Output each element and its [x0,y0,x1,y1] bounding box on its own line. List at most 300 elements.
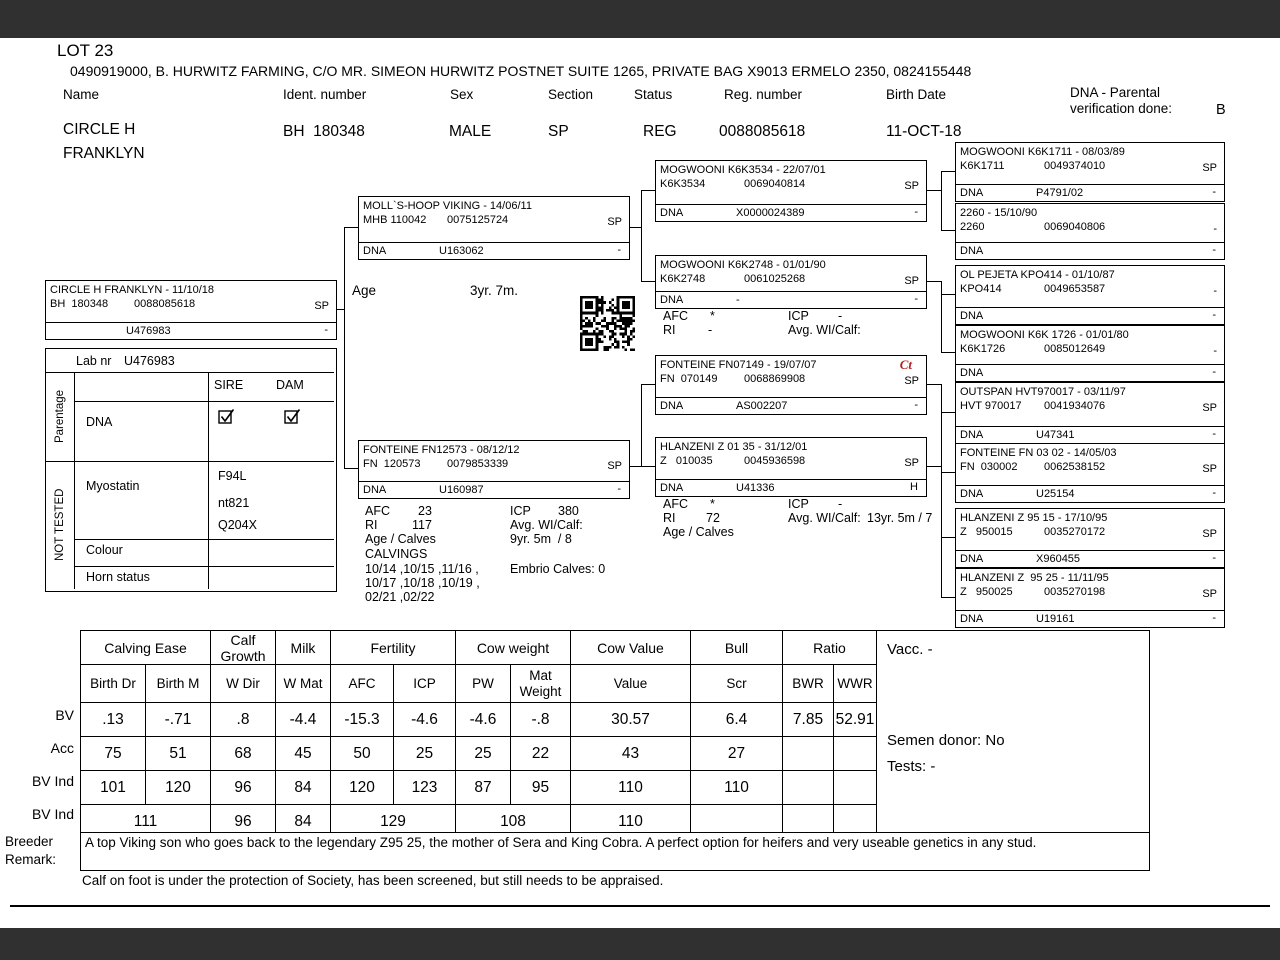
animal-name: FONTEINE FN07149 - 19/07/07 [660,359,817,371]
lab-grid-line [46,372,334,373]
dam-column-header: DAM [276,378,304,392]
ebv-group-header-row [81,631,877,665]
ebv-cell [834,737,877,771]
animal-reg: 0069040806 [1044,221,1106,233]
breeder-contact-line: 0490919000, B. HURWITZ FARMING, C/O MR. SIMEON HURWITZ POSTNET SUITE 1265, PRIVATE BAG X9013 ERMELO 2350, 0824155448 [70,63,972,79]
sex-label: Sex [450,87,474,102]
dash: - [1212,244,1216,256]
pedigree-box-ggp-7 [955,508,1225,568]
ebv-cell: .8 [211,703,276,737]
ebv-cell: 96 [211,771,276,805]
ebv-cell: 22 [511,737,571,771]
parentage-vertical-label: Parentage [54,389,66,444]
ebv-cell: 110 [571,771,691,805]
dna-label: DNA [363,484,387,496]
section-flag: SP [904,275,919,287]
section-flag: SP [904,375,919,387]
myostatin-value: F94L [218,469,247,483]
animal-reg: 0049374010 [1044,160,1106,172]
dna-row [956,485,1224,502]
animal-id: Z 950015 [960,526,1013,538]
ebv-cell: 30.57 [571,703,691,737]
pedigree-box-ggp-5 [955,382,1225,444]
animal-id: Z 950025 [960,586,1013,598]
pedigree-connector [941,412,955,413]
ebv-col-header: BWR [783,665,834,703]
icp-value: 380 [558,504,579,518]
icp-value: - [838,309,843,323]
section-flag: SP [1202,588,1217,600]
ebv-cell: 123 [394,771,456,805]
dna-verification-label: DNA - Parental verification done: [1070,85,1173,116]
dna-row [656,397,926,414]
ebv-col-header: Value [571,665,691,703]
calvings-label: CALVINGS [365,547,428,561]
section-flag: SP [314,300,329,312]
animal-reg: 0035270172 [1044,526,1106,538]
dash: - [1212,612,1216,624]
ebv-cell: 45 [276,737,331,771]
dna-dam-checkbox [284,407,302,430]
ri-value: 72 [706,511,720,525]
ebv-col-header: Birth M [146,665,211,703]
ri-label: RI [663,323,676,337]
ebv-cell: 25 [456,737,511,771]
afc-value: * [710,497,715,511]
dna-row [956,307,1224,324]
dna-row [956,242,1224,259]
dash: - [1212,366,1216,378]
pedigree-connector [641,190,642,282]
dash: - [617,244,621,256]
animal-reg: 0035270198 [1044,586,1106,598]
dash: - [914,293,918,305]
name-label: Name [63,87,100,102]
pedigree-connector [941,294,955,295]
pedigree-connector [941,466,942,597]
dash: - [1212,186,1216,198]
pedigree-box-sire-sire [655,160,927,222]
animal-name: OL PEJETA KPO414 - 01/10/87 [960,269,1115,281]
ebv-cell: 110 [571,805,691,839]
ebv-cell: -4.6 [456,703,511,737]
vaccination-panel [876,630,1150,834]
top-border-bar [0,0,1280,38]
calvings-line: 10/17 ,10/18 ,10/19 , [365,576,480,590]
ebv-col-header: W Dir [211,665,276,703]
ebv-cell: 84 [276,805,331,839]
dna-label: DNA [960,367,984,379]
pedigree-connector [941,537,955,538]
dna-value: U160987 [439,484,484,496]
pedigree-box-ggp-6 [955,443,1225,503]
ebv-col-header: ICP [394,665,456,703]
section-label: Section [548,87,594,102]
pedigree-connector [941,384,942,472]
dna-row [359,242,629,259]
animal-id: MHB 110042 [363,214,427,226]
ebv-cell: 75 [81,737,146,771]
pedigree-connector [941,352,955,353]
ebv-group-header: Ratio [783,631,877,665]
animal-id: FN 120573 [363,458,421,470]
ebv-cell: .13 [81,703,146,737]
reg-value: 0088085618 [719,123,806,140]
not-tested-vertical-label: NOT TESTED [54,488,66,562]
dna-row-label: DNA [86,415,113,429]
age-label: Age [352,283,377,298]
dna-label: DNA [960,310,984,322]
status-value: REG [643,123,677,140]
dash: - [1212,309,1216,321]
ebv-bv-row [81,703,877,737]
animal-name: MOGWOONI K6K1711 - 08/03/89 [960,146,1125,158]
dna-value: U41336 [736,482,775,494]
pedigree-box-dam [358,440,630,499]
animal-reg: 0069040814 [744,178,806,190]
dna-row [956,364,1224,381]
dna-row [956,550,1224,567]
pedigree-connector [941,230,955,231]
pedigree-connector [925,281,941,282]
section-flag: SP [1202,528,1217,540]
dash: - [1212,552,1216,564]
myostatin-value: nt821 [218,496,250,510]
pedigree-box-animal [45,280,337,340]
dash: - [324,324,328,336]
tests-text: Tests: - [887,758,936,775]
afc-value: 23 [418,504,432,518]
afc-label: AFC [663,497,688,511]
animal-id: Z 010035 [660,455,713,467]
age-value: 3yr. 7m. [470,283,519,298]
pedigree-connector [344,227,345,469]
animal-reg: 0085012649 [1044,343,1106,355]
section-flag: SP [1202,463,1217,475]
ebv-cell: -15.3 [331,703,394,737]
sire-column-header: SIRE [214,378,244,392]
section-flag: SP [904,180,919,192]
pedigree-connector [925,190,941,191]
pedigree-connector [941,171,955,172]
ct-brand-logo: Ct [899,357,912,372]
name-value: CIRCLE H FRANKLYN [63,121,145,162]
dna-verification-value: B [1216,102,1226,118]
myostatin-label: Myostatin [86,479,140,493]
ebv-cell: -4.4 [276,703,331,737]
ebv-group-header: Calving Ease [81,631,211,665]
pedigree-connector [641,190,655,191]
ident-label: Ident. number [283,87,367,102]
ebv-row-label-bvind: BV Ind [31,773,74,789]
animal-name: 2260 - 15/10/90 [960,207,1038,219]
ebv-cell: 129 [331,805,456,839]
dna-value: U47341 [1036,429,1075,441]
pedigree-box-dam-sire [655,355,927,415]
dash: H [910,481,918,493]
breeder-remark-text: A top Viking son who goes back to the legendary Z95 25, the mother of Sera and King Cobra. A perfect option for heifers and very useable genetics in any stud. [85,835,1037,850]
pedigree-connector [925,466,941,467]
pedigree-connector [344,227,358,228]
section-flag: - [1213,285,1217,297]
ebv-group-header: Bull [691,631,783,665]
ebv-cell: 101 [81,771,146,805]
animal-name: CIRCLE H FRANKLYN - 11/10/18 [50,284,215,296]
pedigree-box-ggp-3 [955,265,1225,325]
dna-label: DNA [960,553,984,565]
animal-name: MOLL`S-HOOP VIKING - 14/06/11 [363,200,532,212]
animal-reg: 0045936598 [744,455,806,467]
afc-value: * [710,309,715,323]
ebv-cell [834,771,877,805]
ebv-group-header: Cow weight [456,631,571,665]
ebv-acc-row [81,737,877,771]
dash: - [1212,487,1216,499]
animal-name: OUTSPAN HVT970017 - 03/11/97 [960,386,1126,398]
dash: - [1212,428,1216,440]
myostatin-value: Q204X [218,518,257,532]
dna-row [359,481,629,498]
animal-id: HVT 970017 [960,400,1022,412]
animal-id: KPO414 [960,283,1002,295]
society-footer-note: Calf on foot is under the protection of Society, has been screened, but still needs to be appraised. [82,873,664,888]
animal-name: MOGWOONI K6K 1726 - 01/01/80 [960,329,1129,341]
pedigree-connector [941,281,942,353]
ebv-bvind-row [81,771,877,805]
ebv-cell: -.71 [146,703,211,737]
horn-status-label: Horn status [86,570,150,584]
dna-row [656,479,926,496]
pedigree-connector [641,384,642,467]
animal-reg: 0079853339 [447,458,509,470]
dash: - [914,206,918,218]
ri-label: RI [365,518,378,532]
ebv-group-header: Calf Growth [211,631,276,665]
semen-donor-text: Semen donor: No [887,732,1005,749]
breeder-remark-label: Breeder Remark: [5,834,57,867]
dna-value: - [736,294,740,306]
ebv-cell: 6.4 [691,703,783,737]
animal-reg: 0061025268 [744,273,806,285]
reg-label: Reg. number [724,87,803,102]
bottom-border-bar [0,928,1280,960]
pedigree-box-sire-dam [655,255,927,309]
ebv-col-header: Birth Dr [81,665,146,703]
ebv-cell: 52.91 [834,703,877,737]
animal-name: HLANZENI Z 01 35 - 31/12/01 [660,441,808,453]
dna-label: DNA [960,187,984,199]
dna-label: DNA [960,613,984,625]
sex-value: MALE [449,123,492,140]
ebv-col-header: WWR [834,665,877,703]
ebv-column-header-row [81,665,877,703]
ebv-cell [783,737,834,771]
ebv-cell: 27 [691,737,783,771]
ebv-cell: 51 [146,737,211,771]
dna-row [956,184,1224,201]
dna-label: DNA [960,429,984,441]
dna-row [656,204,926,221]
pedigree-box-dam-dam [655,437,927,497]
pedigree-connector [344,468,358,469]
icp-label: ICP [788,309,809,323]
dna-label: DNA [363,245,387,257]
ebv-group-header: Milk [276,631,331,665]
pedigree-box-ggp-1 [955,142,1225,202]
ebv-cell: 120 [331,771,394,805]
lab-grid-line [74,401,334,402]
lab-nr-value: U476983 [124,354,175,368]
lab-grid-line [74,566,334,567]
ebv-cell: 7.85 [783,703,834,737]
dna-label: DNA [960,488,984,500]
icp-label: ICP [788,497,809,511]
birth-label: Birth Date [886,87,947,102]
ebv-cell [783,771,834,805]
avg-wi-calf-value: 13yr. 5m / 7 [867,511,933,525]
animal-name: HLANZENI Z 95 25 - 11/11/95 [960,572,1109,584]
lab-grid-line [208,372,209,589]
section-flag: SP [1202,402,1217,414]
ebv-group-header: Fertility [331,631,456,665]
ebv-col-header: PW [456,665,511,703]
calvings-line: 10/14 ,10/15 ,11/16 , [365,562,479,576]
ebv-cell: 43 [571,737,691,771]
animal-id: BH 180348 [50,298,109,310]
section-flag: SP [904,457,919,469]
colour-label: Colour [86,543,123,557]
ri-value: 117 [412,518,432,532]
ebv-group-header: Cow Value [571,631,691,665]
pedigree-box-ggp-2 [955,203,1225,260]
pedigree-box-sire [358,196,630,260]
animal-name: FONTEINE FN12573 - 08/12/12 [363,444,520,456]
afc-label: AFC [365,504,390,518]
animal-reg: 0049653587 [1044,283,1106,295]
animal-id: K6K1711 [960,160,1005,172]
afc-label: AFC [663,309,688,323]
pedigree-connector [941,472,955,473]
pedigree-box-ggp-4 [955,325,1225,382]
section-flag: - [1213,345,1217,357]
dna-value: U25154 [1036,488,1075,500]
animal-name: MOGWOONI K6K2748 - 01/01/90 [660,259,826,271]
ebv-cell: -.8 [511,703,571,737]
ebv-cell: 111 [81,805,211,839]
ebv-col-header: AFC [331,665,394,703]
section-flag: SP [607,216,622,228]
avg-wi-calf-label: Avg. WI/Calf: [788,511,861,525]
ebv-col-header: Scr [691,665,783,703]
avg-wi-calf-label: Avg. WI/Calf: [788,323,861,337]
age-calves-label: Age / Calves [365,532,436,546]
ebv-cell: 110 [691,771,783,805]
ebv-col-header: Mat Weight [511,665,571,703]
ebv-cell: 84 [276,771,331,805]
ebv-table [80,630,877,839]
embrio-calves: Embrio Calves: 0 [510,562,606,576]
pedigree-connector [641,384,655,385]
pedigree-connector [641,466,655,467]
ebv-cell: 25 [394,737,456,771]
animal-id: K6K1726 [960,343,1006,355]
ebv-cell: 50 [331,737,394,771]
dash: - [617,483,621,495]
ebv-row-label-bv: BV [55,707,74,723]
icp-value: - [838,497,843,511]
ebv-cell: 87 [456,771,511,805]
lab-nr-label: Lab nr [76,354,112,368]
status-label: Status [634,87,673,102]
dna-value: AS002207 [736,400,788,412]
avg-wi-calf-label: Avg. WI/Calf: [510,518,583,532]
animal-reg: 0075125724 [447,214,509,226]
animal-reg: 0041934076 [1044,400,1106,412]
breeder-remark-box [80,832,1150,871]
ri-value: - [708,323,713,337]
pedigree-connector [941,597,955,598]
animal-reg: 0062538152 [1044,461,1106,473]
bottom-rule [10,905,1270,907]
animal-id: 2260 [960,221,985,233]
qr-code [580,296,635,351]
dna-value: U476983 [126,325,171,337]
dna-label: DNA [660,207,684,219]
lot-number: LOT 23 [57,41,114,60]
birth-value: 11-OCT-18 [886,123,962,140]
ebv-cell: 68 [211,737,276,771]
icp-label: ICP [510,504,531,518]
dna-label: DNA [660,482,684,494]
animal-name: MOGWOONI K6K3534 - 22/07/01 [660,164,826,176]
ebv-cell: 95 [511,771,571,805]
section-flag: SP [607,460,622,472]
dna-value: X960455 [1036,553,1081,565]
ebv-cell: -4.6 [394,703,456,737]
vacc-text: Vacc. - [887,641,933,658]
ident-value: BH 180348 [283,123,365,140]
dna-value: U19161 [1036,613,1075,625]
animal-reg: 0068869908 [744,373,806,385]
calvings-line: 02/21 ,02/22 [365,590,435,604]
avg-wi-calf-value: 9yr. 5m / 8 [510,532,572,546]
ebv-cell: 120 [146,771,211,805]
animal-id: FN 030002 [960,461,1018,473]
lab-test-box [45,348,337,592]
section-flag: - [1213,223,1217,235]
dna-label: DNA [960,245,984,257]
ri-label: RI [663,511,676,525]
lab-grid-line [74,539,334,540]
dna-label: DNA [660,400,684,412]
section-flag: SP [1202,162,1217,174]
ebv-cell: 108 [456,805,571,839]
lab-grid-line [46,461,334,462]
pedigree-box-ggp-8 [955,568,1225,628]
dna-label: DNA [660,294,684,306]
dna-value: X0000024389 [736,207,805,219]
animal-id: FN 070149 [660,373,718,385]
ebv-row-label-bvind2: BV Ind [31,806,74,822]
age-calves-label: Age / Calves [663,525,734,539]
animal-name: HLANZENI Z 95 15 - 17/10/95 [960,512,1108,524]
animal-id: K6K3534 [660,178,706,190]
dna-row [956,610,1224,627]
ebv-cell: 96 [211,805,276,839]
pedigree-connector [925,384,941,385]
section-value: SP [548,123,569,140]
animal-reg: 0088085618 [134,298,196,310]
